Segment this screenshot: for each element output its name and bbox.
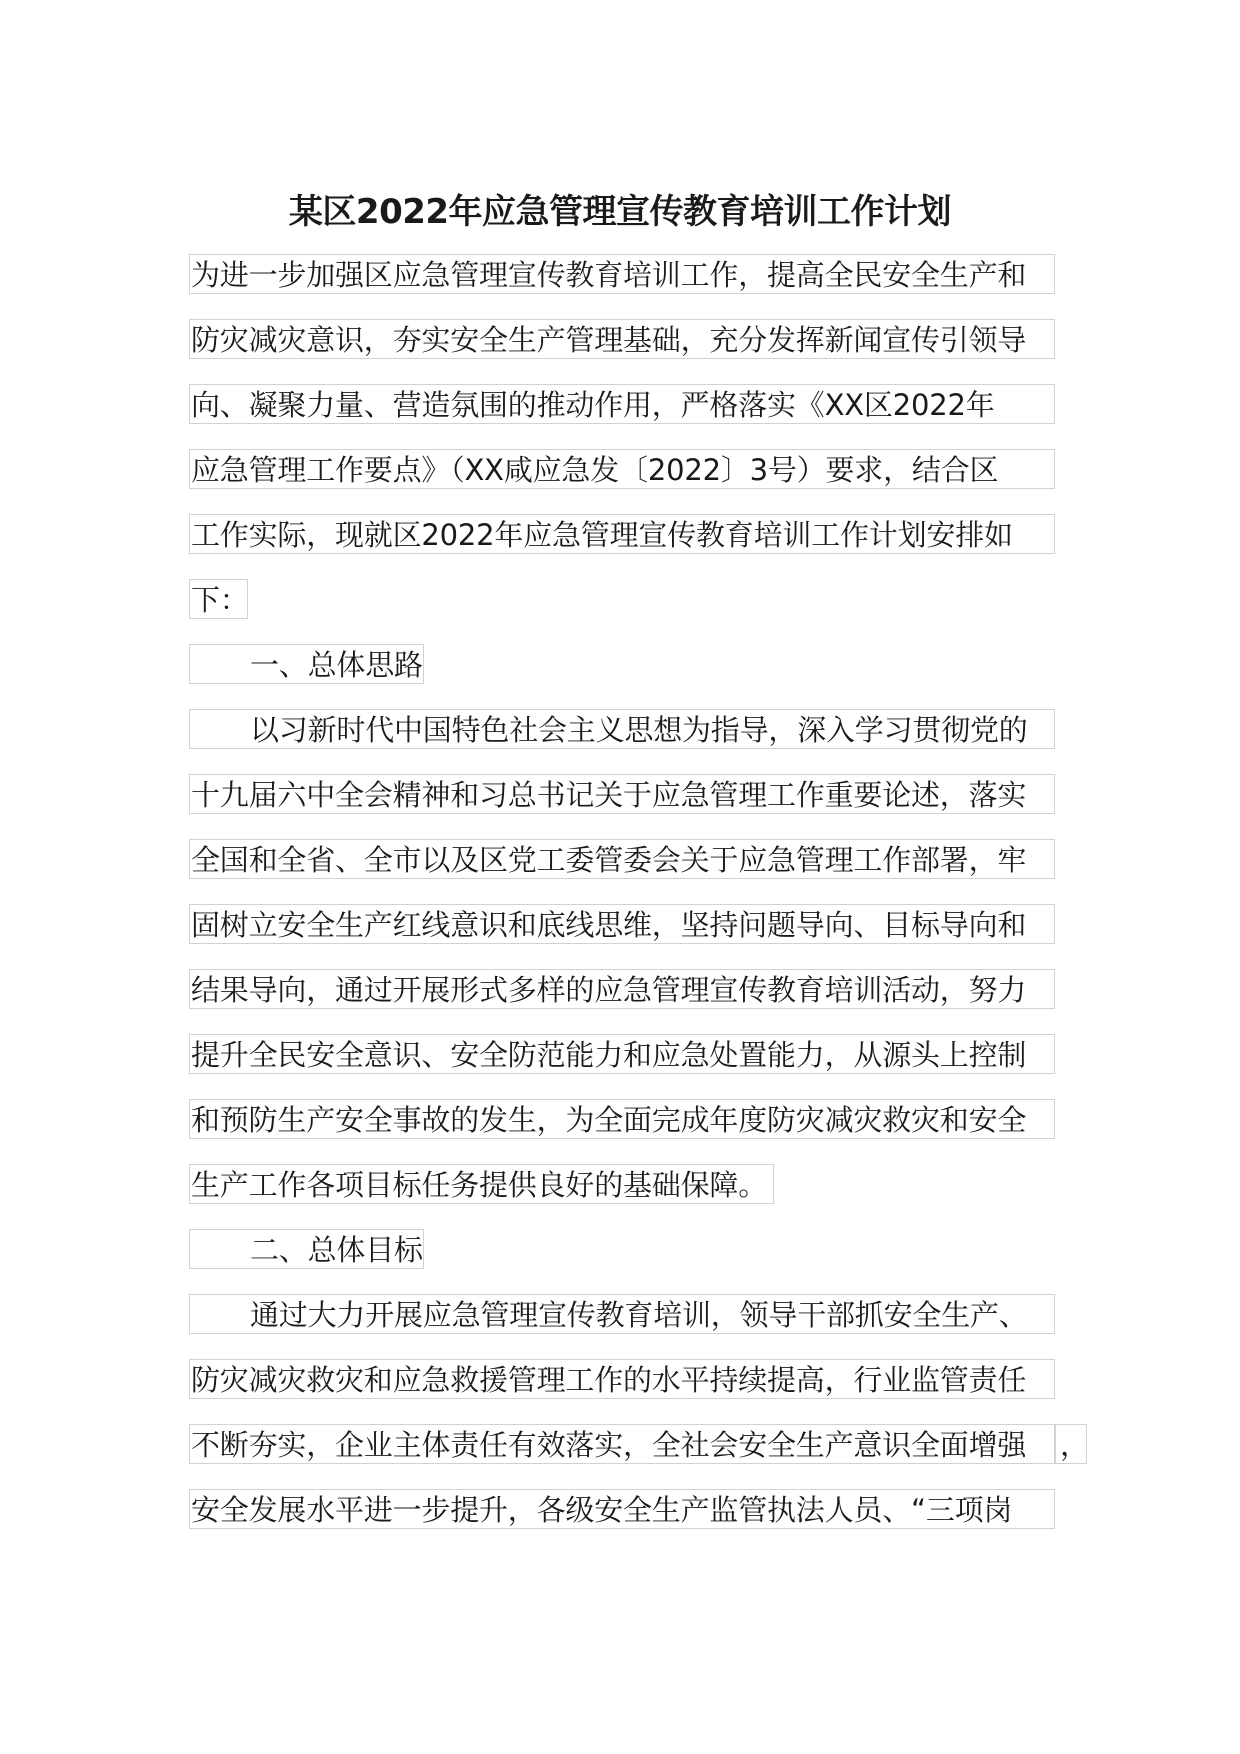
trailing-comma: ， [1055, 1424, 1087, 1464]
paragraph-line: 安全发展水平进一步提升，各级安全生产监管执法人员、“三项岗 [189, 1489, 1055, 1529]
paragraph-line: 下： [189, 579, 248, 619]
paragraph-line: 向、凝聚力量、营造氛围的推动作用，严格落实《XX区2022年 [189, 384, 1055, 424]
paragraph-line: 不断夯实，企业主体责任有效落实，全社会安全生产意识全面增强 [189, 1424, 1055, 1464]
paragraph-line: 和预防生产安全事故的发生，为全面完成年度防灾减灾救灾和安全 [189, 1099, 1055, 1139]
paragraph-line: 十九届六中全会精神和习总书记关于应急管理工作重要论述，落实 [189, 774, 1055, 814]
paragraph-line: 防灾减灾意识，夯实安全生产管理基础，充分发挥新闻宣传引领导 [189, 319, 1055, 359]
paragraph-line: 固树立安全生产红线意识和底线思维，坚持问题导向、目标导向和 [189, 904, 1055, 944]
section-heading: 一、总体思路 [189, 644, 424, 684]
paragraph-line: 为进一步加强区应急管理宣传教育培训工作，提高全民安全生产和 [189, 254, 1055, 294]
paragraph-line: 以习新时代中国特色社会主义思想为指导，深入学习贯彻党的 [189, 709, 1055, 749]
section-heading: 二、总体目标 [189, 1229, 424, 1269]
paragraph-line: 提升全民安全意识、安全防范能力和应急处置能力，从源头上控制 [189, 1034, 1055, 1074]
paragraph-line: 结果导向，通过开展形式多样的应急管理宣传教育培训活动，努力 [189, 969, 1055, 1009]
paragraph-line: 工作实际，现就区2022年应急管理宣传教育培训工作计划安排如 [189, 514, 1055, 554]
document-title: 某区2022年应急管理宣传教育培训工作计划 [288, 192, 952, 232]
paragraph-line: 全国和全省、全市以及区党工委管委会关于应急管理工作部署，牢 [189, 839, 1055, 879]
paragraph-line: 应急管理工作要点》（XX咸应急发〔2022〕3号）要求，结合区 [189, 449, 1055, 489]
paragraph-line: 生产工作各项目标任务提供良好的基础保障。 [189, 1164, 774, 1204]
paragraph-line: 防灾减灾救灾和应急救援管理工作的水平持续提高，行业监管责任 [189, 1359, 1055, 1399]
paragraph-line: 通过大力开展应急管理宣传教育培训，领导干部抓安全生产、 [189, 1294, 1055, 1334]
